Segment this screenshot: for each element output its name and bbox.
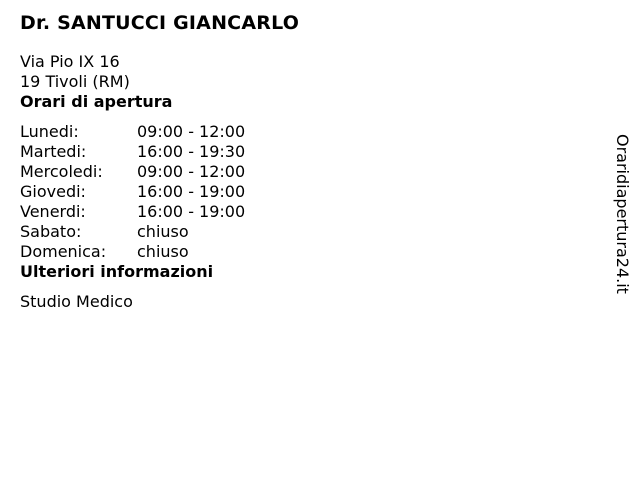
page-title: Dr. SANTUCCI GIANCARLO [20, 12, 300, 34]
opening-hours-heading: Orari di apertura [20, 92, 173, 111]
day-hours: chiuso [137, 222, 189, 241]
day-label: Lunedi: [20, 122, 79, 141]
hours-row-tuesday [20, 142, 580, 162]
day-hours: 16:00 - 19:30 [137, 142, 246, 161]
day-hours: 16:00 - 19:00 [137, 182, 246, 201]
day-label: Martedi: [20, 142, 87, 161]
address-street: Via Pio IX 16 [20, 52, 120, 71]
hours-row-wednesday [20, 162, 580, 182]
hours-row-thursday [20, 182, 580, 202]
day-hours: 09:00 - 12:00 [137, 122, 246, 141]
hours-row-monday [20, 122, 580, 142]
hours-row-friday [20, 202, 580, 222]
day-label: Domenica: [20, 242, 107, 261]
more-info-text: Studio Medico [20, 292, 133, 311]
day-hours: 16:00 - 19:00 [137, 202, 246, 221]
hours-row-sunday [20, 242, 580, 262]
more-info-heading: Ulteriori informazioni [20, 262, 214, 281]
address-city: 19 Tivoli (RM) [20, 72, 130, 91]
day-hours: chiuso [137, 242, 189, 261]
hours-row-saturday [20, 222, 580, 242]
day-label: Venerdi: [20, 202, 86, 221]
listing-card [20, 10, 580, 312]
address-block [20, 52, 580, 92]
site-watermark: Oraridiapertura24.it [613, 134, 632, 294]
day-label: Mercoledi: [20, 162, 103, 181]
day-label: Giovedi: [20, 182, 86, 201]
opening-hours-table [20, 122, 580, 262]
day-hours: 09:00 - 12:00 [137, 162, 246, 181]
day-label: Sabato: [20, 222, 82, 241]
